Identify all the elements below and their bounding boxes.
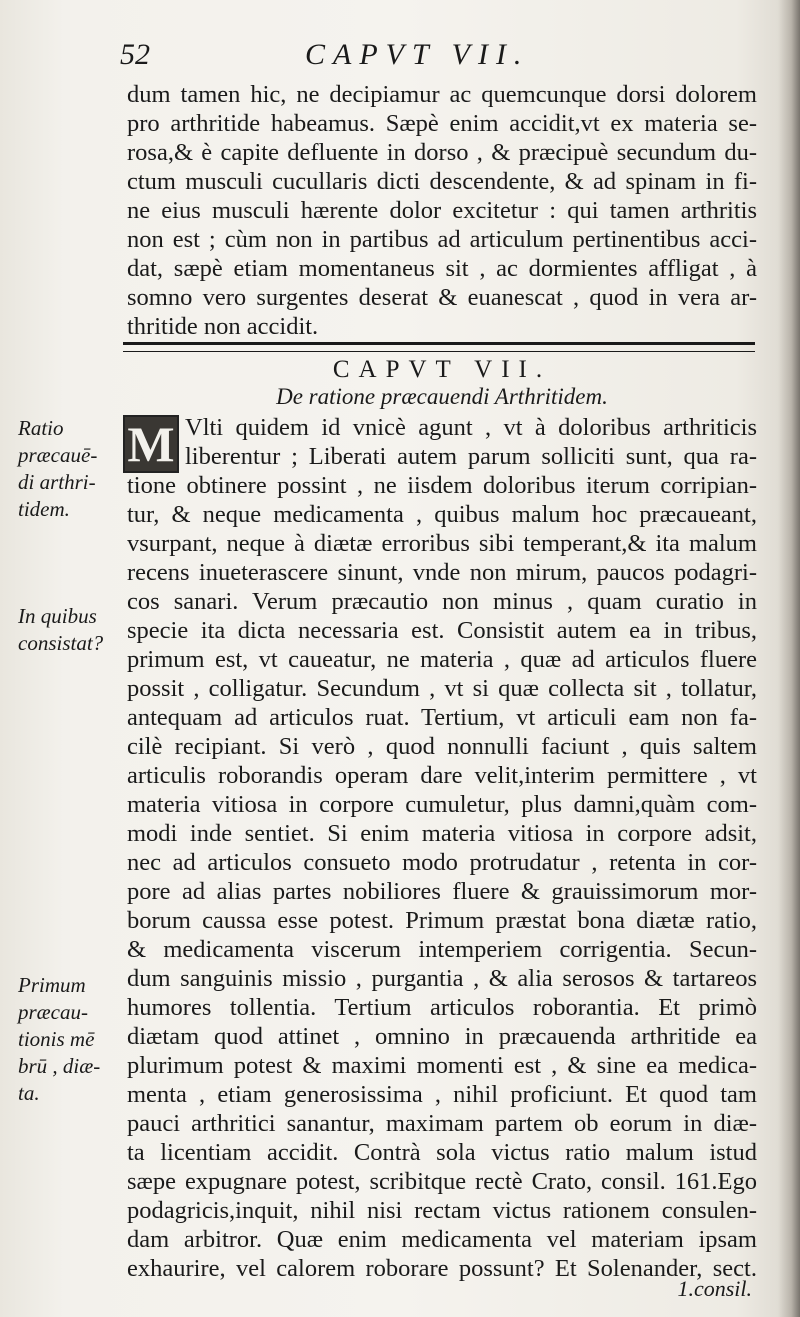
text-line: rosa,& è capite defluente in dorso , & præcipuè secundum du- [127,139,757,166]
marginal-note-line: præcauē- [18,443,98,467]
page-number: 52 [120,38,150,71]
running-head: CAPVT VII. [305,38,530,71]
text-line: ctum musculi cucullaris dicti descendente, & ad spinam in fi- [127,168,757,195]
text-line: cos sanari. Verum præcautio non minus , quam curatio in [127,588,757,615]
text-line: pore ad alias partes nobiliores fluere & grauissimorum mor- [127,878,757,905]
text-line: primum est, vt caueatur, ne materia , quæ ad articulos fluere [127,646,757,673]
text-line: diætam quod attinet , omnino in præcauenda arthritide ea [127,1023,757,1050]
chapter-body [127,413,757,1283]
text-line: podagricis,inquit, nihil nisi rectam victus rationem consulen- [127,1197,757,1224]
marginal-note [18,603,118,657]
marginal-note-line: Ratio [18,416,64,440]
text-line: vsurpant, neque à diætæ erroribus sibi temperant,& ita malum [127,530,757,557]
text-line: ta licentiam accidit. Contrà sola victus ratio malum istud [127,1139,757,1166]
text-line: specie ita dicta necessaria est. Consistit autem ea in tribus, [127,617,757,644]
text-line: antequam ad articulos ruat. Tertium, vt articuli eam non fa- [127,704,757,731]
text-line: exhaurire, vel calorem roborare possunt? Et Solenander, sect. [127,1255,757,1282]
text-line: nec ad articulos consueto modo protrudatur , retenta in cor- [127,849,757,876]
text-line: plurimum potest & maximi momenti est , & sine ea medica- [127,1052,757,1079]
text-line: dam arbitror. Quæ enim medicamenta vel materiam ipsam [127,1226,757,1253]
text-line: humores tollentia. Tertium articulos roborantia. Et primò [127,994,757,1021]
text-line: ne eius musculi hærente dolor excitetur : qui tamen arthritis [127,197,757,224]
drop-cap-initial: M [123,415,179,473]
text-line: somno vero surgentes deserat & euanescat , quod in vera ar- [127,284,757,311]
text-line: non est ; cùm non in partibus ad articulum pertinentibus acci- [127,226,757,253]
text-line: Vlti quidem id vnicè agunt , vt à doloribus arthriticis [185,414,757,441]
marginal-note-line: di arthri- [18,470,96,494]
text-line: pauci arthritici sanantur, maximam partem ob eorum in diæ- [127,1110,757,1137]
chapter-subtitle: De ratione præcauendi Arthritidem. [276,384,608,409]
marginal-note-line: tionis mē [18,1027,95,1051]
marginal-note [18,972,118,1107]
page-gutter-shadow [778,0,800,1317]
text-line: articulis roborandis operam dare velit,interim permittere , vt [127,762,757,789]
text-line: dat, sæpè etiam momentaneus sit , ac dormientes affligat , à [127,255,757,282]
text-line: sæpe expugnare potest, scribitque rectè Crato, consil. 161.Ego [127,1168,757,1195]
text-line: tur, & neque medicamenta , quibus malum hoc præcaueant, [127,501,757,528]
marginal-note-line: consistat? [18,631,104,655]
text-line: menta , etiam generosissima , nihil proficiunt. Et quod tam [127,1081,757,1108]
top-paragraph [127,80,757,341]
text-line: cilè recipiant. Si verò , quod nonnulli faciunt , quis saltem [127,733,757,760]
text-line: borum caussa esse potest. Primum præstat bona diætæ ratio, [127,907,757,934]
text-line: tione obtinere possint , ne iisdem doloribus iterum corripian- [127,472,757,499]
text-line: & medicamenta viscerum intemperiem corrigentia. Secun- [127,936,757,963]
text-line: materia vitiosa in corpore cumuletur, plus damni,quàm com- [127,791,757,818]
marginal-note-line: præcau- [18,1000,88,1024]
text-line: thritide non accidit. [127,313,319,340]
text-line: dum tamen hic, ne decipiamur ac quemcunque dorsi dolorem [127,81,757,108]
marginal-note-line: brū , diæ- [18,1054,101,1078]
text-line: liberentur ; Liberati autem parum solliciti sunt, qua ra- [185,443,757,470]
text-line: dum sanguinis missio , purgantia , & alia serosos & tartareos [127,965,757,992]
text-line: recens inueterascere sinunt, vnde non mirum, paucos podagri- [127,559,757,586]
marginal-note-line: In quibus [18,604,97,628]
chapter-title: CAPVT VII. [332,356,552,383]
marginal-note-line: tidem. [18,497,70,521]
page-header [120,38,760,78]
marginal-note [18,415,118,523]
chapter-divider-rule [123,342,755,352]
marginal-note-line: ta. [18,1081,40,1105]
text-line: pro arthritide habeamus. Sæpè enim accidit,vt ex materia se- [127,110,757,137]
text-line: possit , colligatur. Secundum , vt si quæ collecta sit , tollatur, [127,675,757,702]
marginal-note-line: Primum [18,973,86,997]
text-line: modi inde sentiet. Si enim materia vitiosa in corpore adsit, [127,820,757,847]
catchword: 1.consil. [677,1276,752,1301]
